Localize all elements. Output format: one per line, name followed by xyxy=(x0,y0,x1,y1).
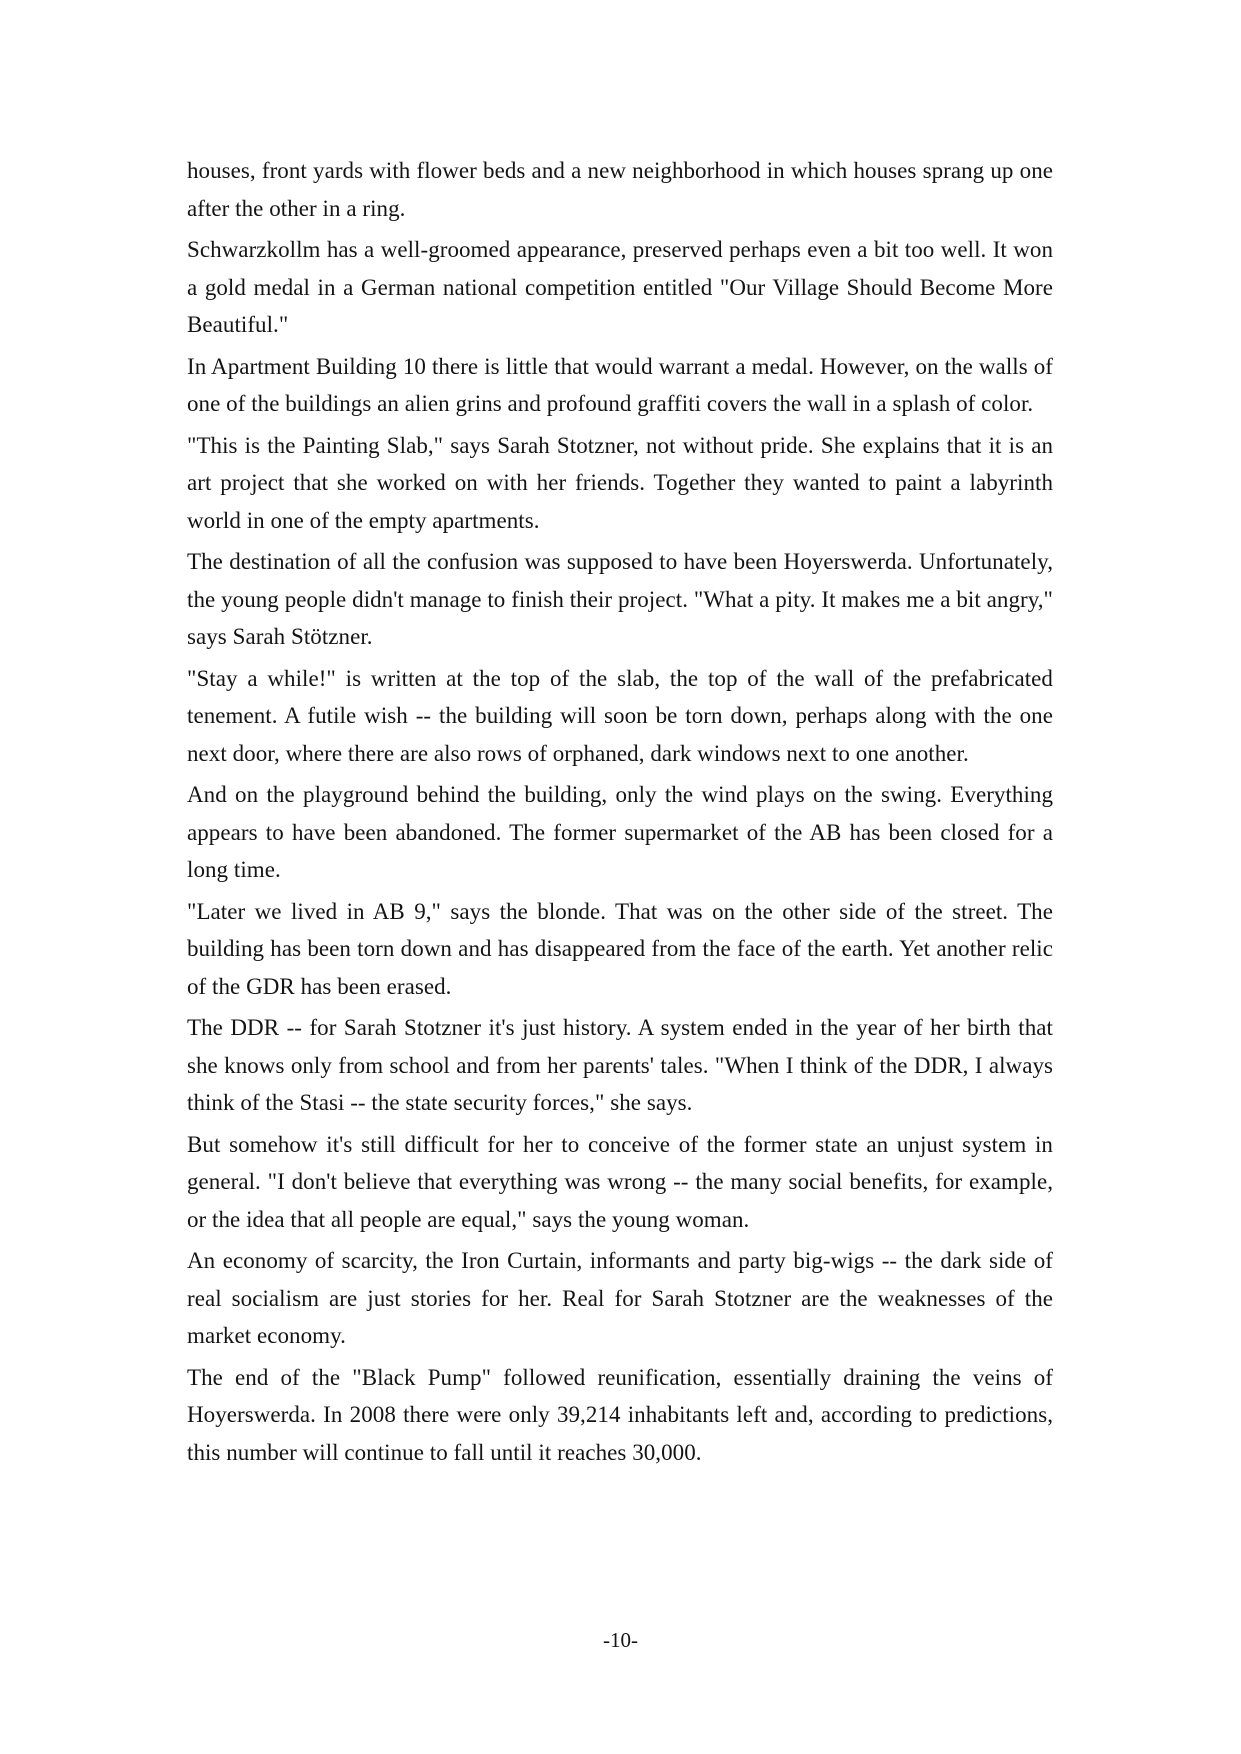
paragraph-6: "Stay a while!" is written at the top of the slab, the top of the wall of the prefabricated tenement. A futile wish -- the building will soon be torn down, perhaps along with the one next door, where there are also rows of orphaned, dark windows next to one another. xyxy=(187,665,1053,766)
page-number: -10- xyxy=(603,1628,638,1652)
paragraph-9: The DDR -- for Sarah Stotzner it's just history. A system ended in the year of her birth that she knows only from school and from her parents' tales. "When I think of the DDR, I always think of the Stasi -- the state security forces," she says. xyxy=(187,1015,1053,1115)
paragraph-10: But somehow it's still difficult for her to conceive of the former state an unjust system in general. "I don't believe that everything was wrong -- the many social benefits, for example, or the idea that all people are equal," says the young woman. xyxy=(187,1131,1053,1232)
paragraph-12: The end of the "Black Pump" followed reunification, essentially draining the veins of Hoyerswerda. In 2008 there were only 39,214 inhabitants left and, according to predictions, this number will continue to fall until it reaches 30,000. xyxy=(187,1364,1053,1465)
paragraph-1: houses, front yards with flower beds and a new neighborhood in which houses sprang up one after the other in a ring. xyxy=(187,158,1053,221)
article-body xyxy=(187,152,1053,1475)
paragraph-7: And on the playground behind the building, only the wind plays on the swing. Everything appears to have been abandoned. The former supermarket of the AB has been closed for a long time. xyxy=(187,782,1053,882)
paragraph-2: Schwarzkollm has a well-groomed appearance, preserved perhaps even a bit too well. It won a gold medal in a German national competition entitled "Our Village Should Become More Beautiful." xyxy=(187,237,1053,337)
paragraph-11: An economy of scarcity, the Iron Curtain, informants and party big-wigs -- the dark side of real socialism are just stories for her. Real for Sarah Stotzner are the weaknesses of the market economy. xyxy=(187,1248,1053,1348)
paragraph-3: In Apartment Building 10 there is little that would warrant a medal. However, on the walls of one of the buildings an alien grins and profound graffiti covers the wall in a splash of color. xyxy=(187,353,1053,416)
paragraph-8: "Later we lived in AB 9," says the blonde. That was on the other side of the street. The building has been torn down and has disappeared from the face of the earth. Yet another relic of the GDR has been erased. xyxy=(187,898,1053,999)
paragraph-4: "This is the Painting Slab," says Sarah Stotzner, not without pride. She explains that it is an art project that she worked on with her friends. Together they wanted to paint a labyrinth world in one of the empty apartments. xyxy=(187,432,1053,533)
paragraph-5: The destination of all the confusion was supposed to have been Hoyerswerda. Unfortunately, the young people didn't manage to finish their project. "What a pity. It makes me a bit angry," says Sarah Stötzner. xyxy=(187,549,1053,649)
